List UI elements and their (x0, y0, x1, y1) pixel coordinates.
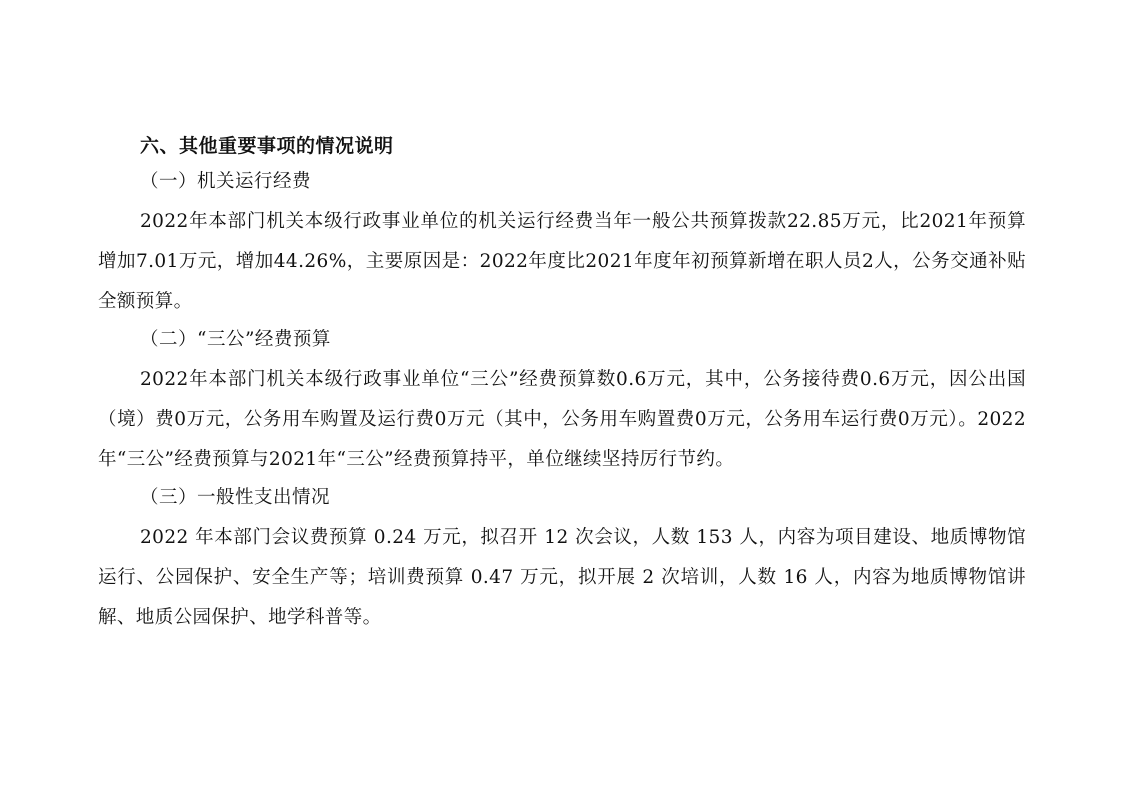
paragraph-operating-costs: 2022年本部门机关本级行政事业单位的机关运行经费当年一般公共预算拨款22.85万元，比2021年预算增加7.01万元，增加44.26%，主要原因是：2022年度比2021年度年初预算新增在职人员2人，公务交通补贴全额预算。 (98, 211, 1026, 312)
section-heading: 六、其他重要事项的情况说明 (140, 135, 394, 157)
subsection-title-three-public-expenses: （二）“三公”经费预算 (140, 329, 331, 350)
paragraph-general-expenses: 2022 年本部门会议费预算 0.24 万元，拟召开 12 次会议，人数 153 人，内容为项目建设、地质博物馆运行、公园保护、安全生产等；培训费预算 0.47 万元，拟开展 2 次培训，人数 16 人，内容为地质博物馆讲解、地质公园保护、地学科普等。 (98, 527, 1026, 628)
subsection-title-general-expenses: （三）一般性支出情况 (140, 487, 331, 508)
document-page (98, 128, 1026, 638)
paragraph-three-public-expenses: 2022年本部门机关本级行政事业单位“三公”经费预算数0.6万元，其中，公务接待费0.6万元，因公出国（境）费0万元，公务用车购置及运行费0万元（其中，公务用车购置费0万元，公务用车运行费0万元）。2022年“三公”经费预算与2021年“三公”经费预算持平，单位继续坚持厉行节约。 (98, 369, 1026, 470)
subsection-title-operating-costs: （一）机关运行经费 (140, 171, 312, 192)
